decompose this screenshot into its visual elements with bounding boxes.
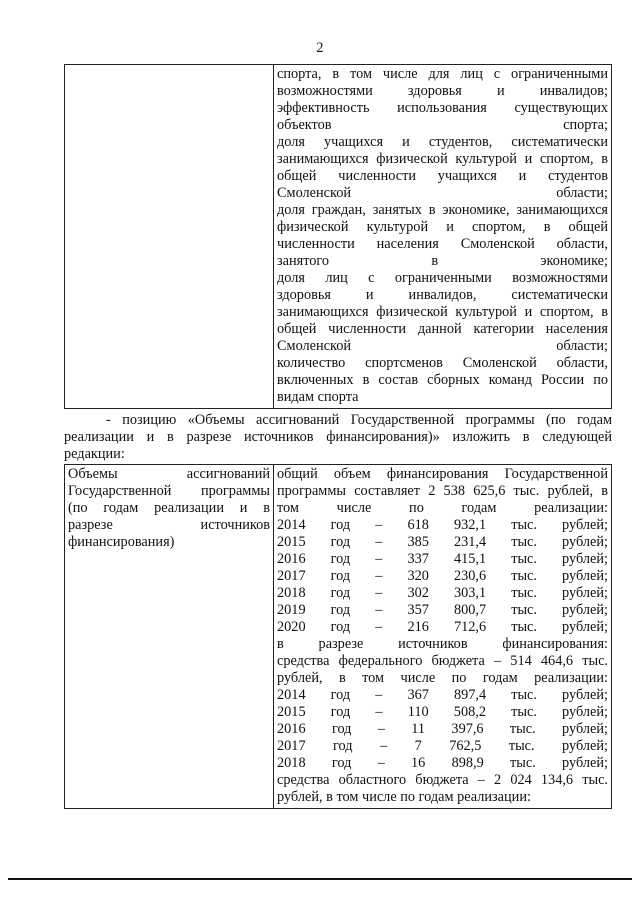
text-line: количество спортсменов Смоленской области, xyxy=(277,355,608,371)
text-line: общей численности данной категории населения xyxy=(277,321,608,337)
text-line: 2014 год – 618 932,1 тыс. рублей; xyxy=(277,517,608,533)
text-line: доля учащихся и студентов, систематически xyxy=(277,134,608,150)
text-line: разрезе источников xyxy=(68,517,270,533)
text-line: физической культурой и спортом, в общей xyxy=(277,219,608,235)
bottom-rule xyxy=(8,878,632,880)
table-cell-left xyxy=(65,465,274,809)
text-line: видам спорта xyxy=(277,389,359,405)
text-line: Смоленской области; xyxy=(277,338,608,354)
text-line: доля граждан, занятых в экономике, занимающихся xyxy=(277,202,608,218)
text-line: - позицию «Объемы ассигнований Государственной программы (по годам xyxy=(106,412,612,428)
text-line: 2018 год – 302 303,1 тыс. рублей; xyxy=(277,585,608,601)
text-line: занимающихся физической культурой и спортом, в xyxy=(277,151,608,167)
text-line: редакции: xyxy=(64,446,125,462)
text-line: 2020 год – 216 712,6 тыс. рублей; xyxy=(277,619,608,635)
text-line: 2018 год – 16 898,9 тыс. рублей; xyxy=(277,755,608,771)
text-line: занимающихся физической культурой и спортом, в xyxy=(277,304,608,320)
text-line: рублей, в том числе по годам реализации: xyxy=(277,670,608,686)
table-row xyxy=(65,465,612,809)
text-line: спорта, в том числе для лиц с ограниченными xyxy=(277,66,608,82)
table-row xyxy=(65,65,612,409)
text-line: 2016 год – 337 415,1 тыс. рублей; xyxy=(277,551,608,567)
text-line: доля лиц с ограниченными возможностями xyxy=(277,270,608,286)
text-line: общей численности учащихся и студентов xyxy=(277,168,608,184)
text-line: объектов спорта; xyxy=(277,117,608,133)
passport-table-continued xyxy=(64,64,612,409)
text-line: рублей, в том числе по годам реализации: xyxy=(277,789,531,805)
text-line: Государственной программы xyxy=(68,483,270,499)
text-line: программы составляет 2 538 625,6 тыс. рублей, в xyxy=(277,483,608,499)
text-line: занятого в экономике; xyxy=(277,253,608,269)
text-line: 2014 год – 367 897,4 тыс. рублей; xyxy=(277,687,608,703)
text-line: включенных в состав сборных команд России по xyxy=(277,372,608,388)
text-line: Смоленской области; xyxy=(277,185,608,201)
text-line: средства областного бюджета – 2 024 134,6 тыс. xyxy=(277,772,608,788)
table-cell-left xyxy=(65,65,274,409)
instruction-paragraph xyxy=(64,412,612,463)
text-line: том числе по годам реализации: xyxy=(277,500,608,516)
text-line: возможностями здоровья и инвалидов; xyxy=(277,83,608,99)
table-cell-right xyxy=(274,465,612,809)
text-line: 2017 год – 7 762,5 тыс. рублей; xyxy=(277,738,608,754)
page-number: 2 xyxy=(316,40,324,56)
funding-table xyxy=(64,464,612,809)
text-line: (по годам реализации и в xyxy=(68,500,270,516)
text-line: 2017 год – 320 230,6 тыс. рублей; xyxy=(277,568,608,584)
text-line: Объемы ассигнований xyxy=(68,466,270,482)
text-line: 2019 год – 357 800,7 тыс. рублей; xyxy=(277,602,608,618)
text-line: в разрезе источников финансирования: xyxy=(277,636,608,652)
text-line: реализации и в разрезе источников финансирования)» изложить в следующей xyxy=(64,429,612,445)
text-line: эффективность использования существующих xyxy=(277,100,608,116)
text-line: 2015 год – 385 231,4 тыс. рублей; xyxy=(277,534,608,550)
text-line: численности населения Смоленской области, xyxy=(277,236,608,252)
text-line: общий объем финансирования Государственной xyxy=(277,466,608,482)
text-line: 2015 год – 110 508,2 тыс. рублей; xyxy=(277,704,608,720)
table-cell-right xyxy=(274,65,612,409)
text-line: здоровья и инвалидов, систематически xyxy=(277,287,608,303)
text-line: финансирования) xyxy=(68,534,175,550)
text-line: 2016 год – 11 397,6 тыс. рублей; xyxy=(277,721,608,737)
text-line: средства федерального бюджета – 514 464,6 тыс. xyxy=(277,653,608,669)
